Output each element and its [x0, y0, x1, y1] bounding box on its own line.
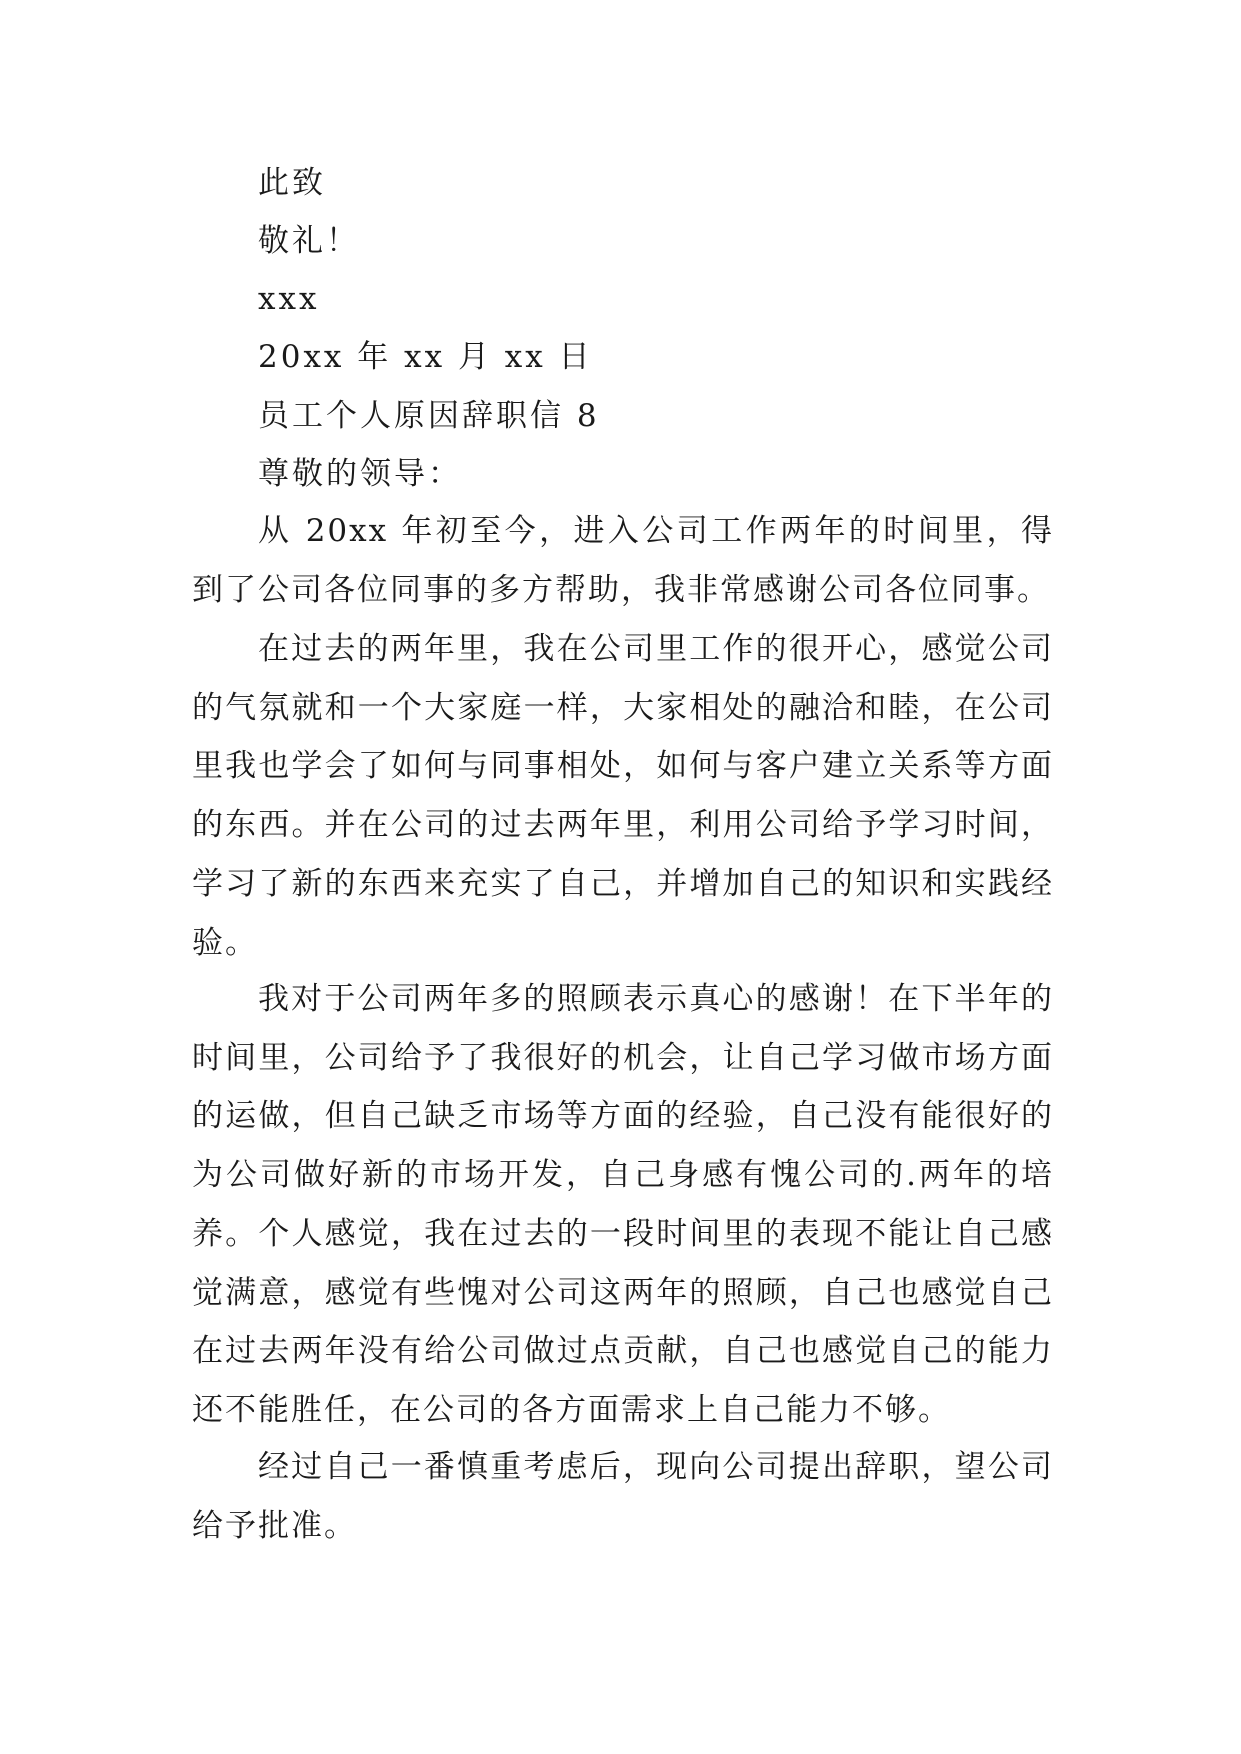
- salutation: 尊敬的领导：: [258, 456, 462, 492]
- date: 20xx 年 xx 月 xx 日: [258, 339, 593, 375]
- signature: xxx: [258, 281, 320, 317]
- paragraph-2: 在过去的两年里，我在公司里工作的很开心，感觉公司的气氛就和一个大家庭一样，大家相处的融洽和睦，在公司里我也学会了如何与同事相处，如何与客户建立关系等方面的东西。并在公司的过去两年里，利用公司给予学习时间，学习了新的东西来充实了自己，并增加自己的知识和实践经验。: [192, 631, 1054, 961]
- paragraph-4: 经过自己一番慎重考虑后，现向公司提出辞职，望公司给予批准。: [192, 1449, 1054, 1544]
- paragraph-3: 我对于公司两年多的照顾表示真心的感谢！在下半年的时间里，公司给予了我很好的机会，让自己学习做市场方面的运做，但自己缺乏市场等方面的经验，自己没有能很好的为公司做好新的市场开发，自己身感有愧公司的.两年的培养。个人感觉，我在过去的一段时间里的表现不能让自己感觉满意，感觉有些愧对公司这两年的照顾，自己也感觉自己在过去两年没有给公司做过点贡献，自己也感觉自己的能力还不能胜任，在公司的各方面需求上自己能力不够。: [192, 981, 1054, 1428]
- closing-line-1: 此致: [258, 165, 326, 201]
- closing-line-2: 敬礼！: [258, 223, 360, 259]
- letter-title: 员工个人原因辞职信 8: [258, 398, 600, 434]
- paragraph-1: 从 20xx 年初至今，进入公司工作两年的时间里，得到了公司各位同事的多方帮助，我非常感谢公司各位同事。: [192, 513, 1054, 608]
